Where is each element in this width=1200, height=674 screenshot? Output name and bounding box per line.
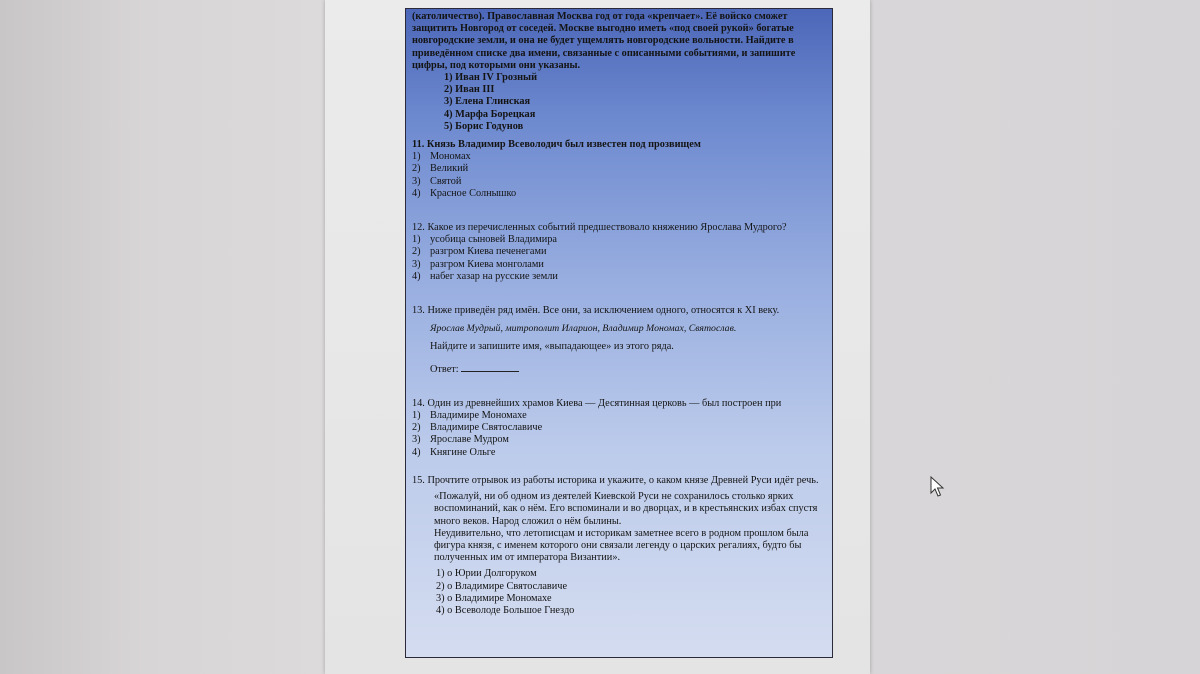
question-task: Найдите и запишите имя, «выпадающее» из этого ряда. <box>430 341 674 353</box>
answer-option: 1) Иван IV Грозный <box>444 72 538 84</box>
answer-option: 4) Марфа Борецкая <box>444 108 536 120</box>
answer-option: 1) Мономах <box>412 151 471 163</box>
quote-paragraph: Неудивительно, что летописцам и историкам заметнее всего в родном прошлом была фигура князя, с именем которого они связали легенду о царских регалиях, будто бы полученных им от императора Византии». <box>434 527 809 564</box>
answer-option: 1) Владимире Мономахе <box>412 410 527 422</box>
question-title: 15. Прочтите отрывок из работы историка и укажите, о каком князе Древней Руси идёт речь. <box>412 474 819 486</box>
answer-option: 2) о Владимире Святославиче <box>436 580 568 592</box>
answer-option: 3) Елена Глинская <box>444 96 531 108</box>
question-10-options <box>444 72 824 133</box>
question-title: 12. Какое из перечисленных событий предшествовало княжению Ярослава Мудрого? <box>412 222 787 234</box>
question-11 <box>412 139 824 200</box>
question-title: 13. Ниже приведён ряд имён. Все они, за исключением одного, относятся к XI веку. <box>412 305 780 317</box>
names-list: Ярослав Мудрый, митрополит Иларион, Владимир Мономах, Святослав. <box>430 323 737 335</box>
answer-option: 4) набег хазар на русские земли <box>412 270 558 282</box>
answer-option: 1) о Юрии Долгоруком <box>436 568 537 580</box>
answer-option: 1) усобица сыновей Владимира <box>412 234 557 246</box>
answer-field <box>430 362 824 376</box>
question-15 <box>412 475 824 617</box>
question-13 <box>412 305 824 376</box>
answer-option: 2) Великий <box>412 163 469 175</box>
answer-option: 3) Ярославе Мудром <box>412 434 509 446</box>
answer-label: Ответ: <box>430 363 462 375</box>
answer-options <box>412 151 824 200</box>
answer-line <box>461 362 519 372</box>
question-12 <box>412 222 824 283</box>
question-10-text: (католичество). Православная Москва год от года «крепчает». Её войско сможет защитить Новгород от соседей. Москве выгодно иметь «под своей рукой» богатые новгородские земли, и она не будет ущемлять новгородские вольности. Найдите в приведённом списке два имени, связанные с описанными событиями, и запишите цифры, под которыми они указаны. <box>412 11 796 71</box>
answer-option: 2) разгром Киева печенегами <box>412 246 547 258</box>
answer-options <box>412 410 824 459</box>
answer-option: 3) разгром Киева монголами <box>412 258 544 270</box>
answer-option: 2) Владимире Святославиче <box>412 422 543 434</box>
historian-quote <box>434 491 824 564</box>
answer-option: 5) Борис Годунов <box>444 120 524 132</box>
question-14 <box>412 398 824 459</box>
answer-option: 2) Иван III <box>444 84 495 96</box>
question-title: 14. Один из древнейших храмов Киева — Десятинная церковь — был построен при <box>412 397 782 409</box>
mouse-pointer-icon <box>930 476 946 498</box>
answer-option: 4) Княгине Ольге <box>412 446 496 458</box>
answer-option: 3) Святой <box>412 175 462 187</box>
document-page <box>325 0 870 674</box>
test-questions-frame <box>405 8 833 658</box>
answer-options <box>436 568 824 617</box>
answer-options <box>412 234 824 283</box>
answer-option: 4) Красное Солнышко <box>412 187 517 199</box>
answer-option: 4) о Всеволоде Большое Гнездо <box>436 604 575 616</box>
quote-paragraph: «Пожалуй, ни об одном из деятелей Киевской Руси не сохранилось столько ярких воспоминаний, как о нём. Его вспоминали и во дворцах, и в крестьянских избах спустя много веков. Народ сложил о нём былины. <box>434 491 818 527</box>
answer-option: 3) о Владимире Мономахе <box>436 592 552 604</box>
question-title: 11. Князь Владимир Всеволодич был известен под прозвищем <box>412 139 701 151</box>
